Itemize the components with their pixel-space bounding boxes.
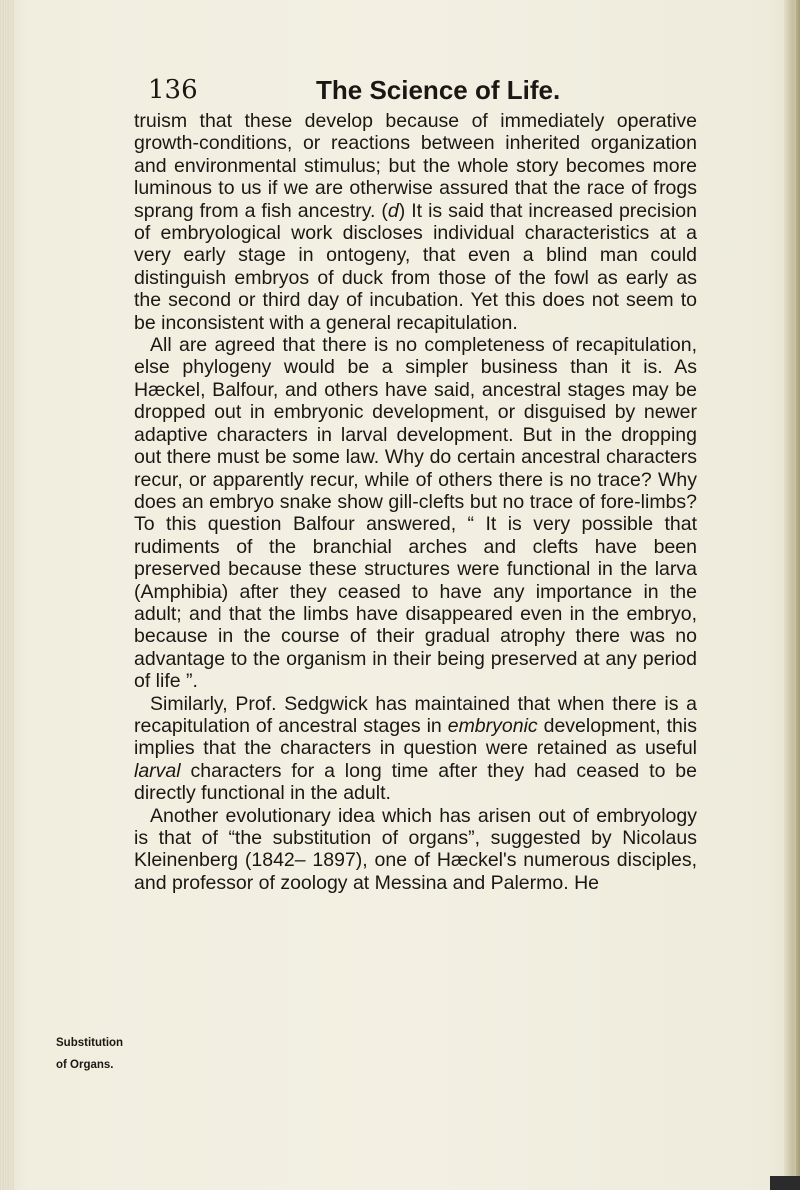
running-title: The Science of Life. [316, 75, 561, 105]
paragraph-3-text-a: Similarly, Prof. Sedgwick has maintained that when there is a recapitulation of ancestral stages in [134, 692, 697, 737]
page-number: 136 [148, 75, 198, 105]
page-binding-edge [0, 0, 14, 1190]
paragraph-1-label-d: d [387, 199, 399, 222]
margin-note-line-1: Substitution [56, 1037, 124, 1049]
paragraph-3-italic-embryonic: embryonic [447, 714, 538, 737]
paragraph-3-italic-larval: larval [134, 759, 181, 782]
paragraph-3-text-e: characters for a long time after they had ceased to be directly functional in the adult. [134, 759, 697, 805]
paragraph-1 [134, 110, 697, 334]
paragraph-1-open-paren: ( [381, 199, 388, 222]
paragraph-1-text-a: truism that these develop because of immediately operative growth-conditions, or reactions between inherited organization and environmental stimulus; but the whole story becomes more luminous to us if we are otherwise assured that the race of frogs sprang from a fish ancestry. [134, 110, 697, 222]
page-fore-edge [784, 0, 800, 1190]
paragraph-4: Another evolutionary idea which has arisen out of embryology is that of “the substitution of organs”, suggested by Nicolaus Kleinenberg (1842– 1897), one of Hæckel's numerous disciples, and professor of zoology at Messina and Palermo. He [134, 804, 697, 894]
fore-edge-line [793, 0, 796, 1190]
page-header [148, 74, 668, 108]
paragraph-1-text-d: ) It is said that increased precision of embryological work discloses individual characteristics at a very early stage in ontogeny, that even a blind man could distinguish embryos of duck from those of the fowl as early as the second or third day of incubation. Yet this does not seem to be inconsistent with a general recapitulation. [134, 199, 697, 334]
paragraph-3 [134, 693, 697, 805]
corner-shadow [770, 1176, 800, 1190]
paragraph-2: All are agreed that there is no completeness of recapitulation, else phylogeny would be a simpler business than it is. As Hæckel, Balfour, and others have said, ancestral stages may be dropped out in embryonic development, or disguised by newer adaptive characters in larval development. But in the dropping out there must be some law. Why do certain ancestral characters recur, or apparently recur, while of others there is no trace? Why does an embryo snake show gill-clefts but no trace of fore-limbs? To this question Balfour answered, “ It is very possible that rudiments of the branchial arches and clefts have been preserved because these structures were functional in the larva (Amphibia) after they ceased to have any importance in the adult; and that the limbs have disappeared even in the embryo, because in the course of their gradual atrophy there was no advantage to the organism in their being preserved at any period of life ”. [134, 334, 697, 693]
paragraph-3-text-c: development, this implies that the characters in question were retained as useful [134, 714, 697, 760]
margin-note-line-2: of Organs. [56, 1059, 114, 1071]
body-text [134, 110, 697, 894]
